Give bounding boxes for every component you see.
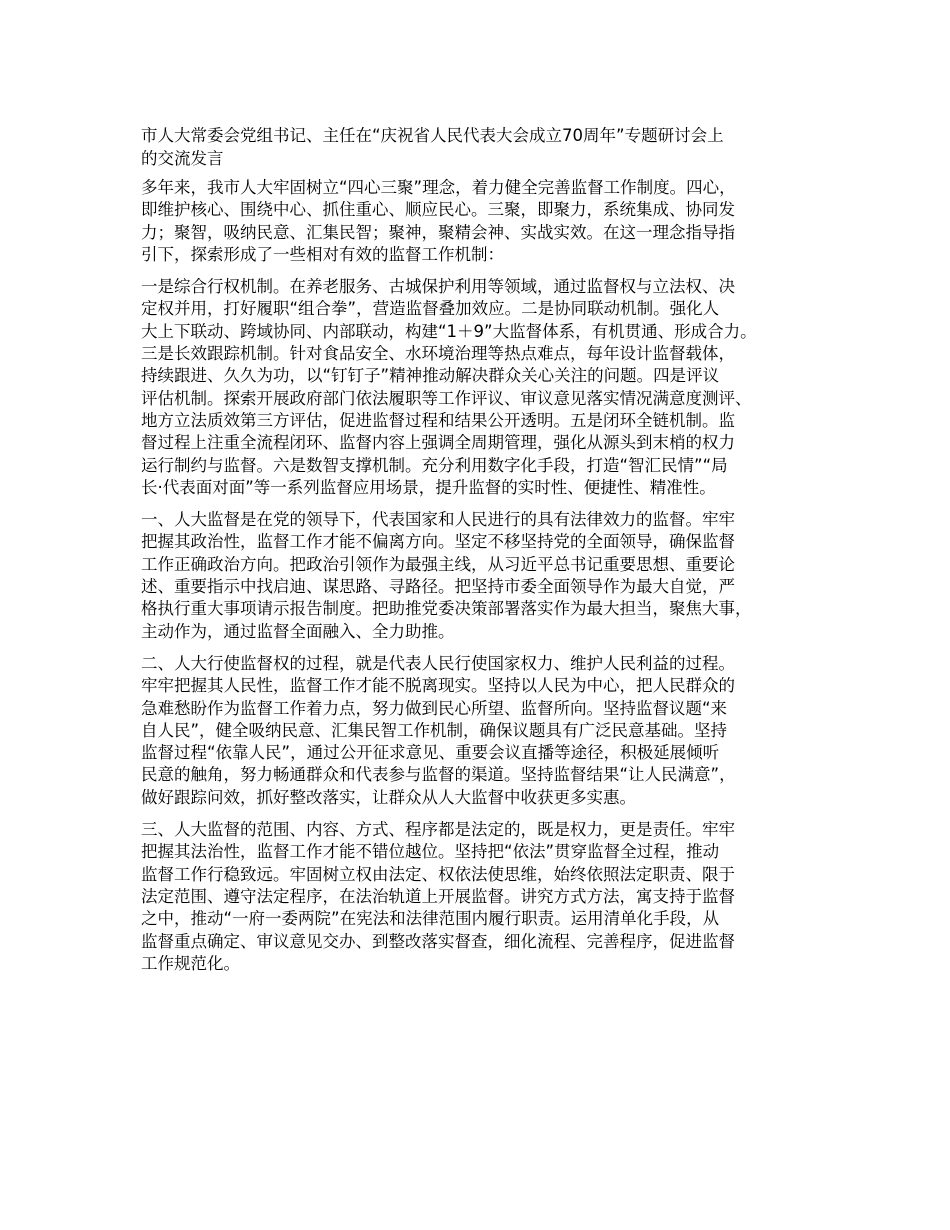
- text-line: 二、人大行使监督权的过程，就是代表人民行使国家权力、维护人民利益的过程。: [141, 653, 735, 673]
- title-line: 市人大常委会党组书记、主任在“庆祝省人民代表大会成立70周年”专题研讨会上: [141, 126, 724, 145]
- text-line: 急难愁盼作为监督工作着力点，努力做到民心所望、监督所向。坚持监督议题“来: [141, 698, 728, 718]
- text-line: 把握其政治性，监督工作才能不偏离方向。坚定不移坚持党的全面领导，确保监督: [141, 532, 735, 552]
- text-line: 自人民”，健全吸纳民意、汇集民智工作机制，确保议题具有广泛民意基础。坚持: [141, 720, 728, 740]
- text-line: 工作规范化。: [141, 953, 240, 973]
- text-line: 长·代表面对面”等一系列监督应用场景，提升监督的实时性、便捷性、精准性。: [141, 477, 716, 497]
- text-line: 引下，探索形成了一些相对有效的监督工作机制：: [141, 244, 504, 264]
- text-line: 民意的触角，努力畅通群众和代表参与监督的渠道。坚持监督结果“让人民满意”，: [141, 765, 736, 785]
- text-line: 监督工作行稳致远。牢固树立权由法定、权依法使思维，始终依照法定职责、限于: [141, 864, 735, 884]
- text-line: 监督重点确定、审议意见交办、到整改落实督查，细化流程、完善程序，促进监督: [141, 931, 735, 951]
- text-line: 评估机制。探索开展政府部门依法履职等工作评议、审议意见落实情况满意度测评、: [141, 388, 752, 408]
- paragraph-intro: [141, 177, 831, 266]
- text-line: 工作正确政治方向。把政治引领作为最强主线，从习近平总书记重要思想、重要论: [141, 554, 735, 574]
- text-line: 述、重要指示中找启迪、谋思路、寻路径。把坚持市委全面领导作为最大自觉，严: [141, 577, 735, 597]
- text-line: 一、人大监督是在党的领导下，代表国家和人民进行的具有法律效力的监督。牢牢: [141, 510, 735, 530]
- text-line: 大上下联动、跨域协同、内部联动，构建“1＋9”大监督体系，有机贯通、形成合力。: [141, 321, 757, 341]
- text-line: 多年来，我市人大牢固树立“四心三聚”理念，着力健全完善监督工作制度。四心，: [141, 178, 736, 197]
- text-line: 持续跟进、久久为功，以“钉钉子”精神推动解决群众关心关注的问题。四是评议: [141, 366, 720, 386]
- document-title: [141, 124, 831, 170]
- text-line: 之中，推动“一府一委两院”在宪法和法律范围内履行职责。运用清单化手段，从: [141, 909, 720, 929]
- paragraph-rule-of-law: [141, 819, 831, 975]
- text-line: 地方立法质效第三方评估，促进监督过程和结果公开透明。五是闭环全链机制。监: [141, 410, 735, 430]
- text-line: 运行制约与监督。六是数智支撑机制。充分利用数字化手段，打造“智汇民情”“局: [141, 455, 728, 475]
- text-line: 三、人大监督的范围、内容、方式、程序都是法定的，既是权力，更是责任。牢牢: [141, 820, 735, 840]
- paragraph-people: [141, 653, 831, 809]
- title-line: 的交流发言: [141, 149, 224, 168]
- text-line: 格执行重大事项请示报告制度。把助推党委决策部署落实作为最大担当，聚焦大事，: [141, 599, 752, 619]
- document-page: [141, 124, 831, 985]
- text-line: 力；聚智，吸纳民意、汇集民智；聚神，聚精会神、实战实效。在这一理念指导指: [141, 222, 735, 242]
- paragraph-political: [141, 509, 831, 643]
- paragraph-mechanisms: [141, 276, 831, 499]
- text-line: 监督过程“依靠人民”，通过公开征求意见、重要会议直播等途径，积极延展倾听: [141, 743, 720, 763]
- text-line: 即维护核心、围绕中心、抓住重心、顺应民心。三聚，即聚力，系统集成、协同发: [141, 200, 735, 220]
- text-line: 法定范围、遵守法定程序，在法治轨道上开展监督。讲究方式方法，寓支持于监督: [141, 886, 735, 906]
- text-line: 定权并用，打好履职“组合拳”，营造监督叠加效应。二是协同联动机制。强化人: [141, 299, 720, 319]
- text-line: 三是长效跟踪机制。针对食品安全、水环境治理等热点难点，每年设计监督载体，: [141, 344, 735, 364]
- text-line: 督过程上注重全流程闭环、监督内容上强调全周期管理，强化从源头到末梢的权力: [141, 433, 735, 453]
- text-line: 一是综合行权机制。在养老服务、古城保护利用等领域，通过监督权与立法权、决: [141, 277, 735, 297]
- text-line: 主动作为，通过监督全面融入、全力助推。: [141, 621, 455, 641]
- text-line: 做好跟踪问效，抓好整改落实，让群众从人大监督中收获更多实惠。: [141, 787, 636, 807]
- text-line: 牢牢把握其人民性，监督工作才能不脱离现实。坚持以人民为中心，把人民群众的: [141, 676, 735, 696]
- text-line: 把握其法治性，监督工作才能不错位越位。坚持把“依法”贯穿监督全过程，推动: [141, 842, 720, 862]
